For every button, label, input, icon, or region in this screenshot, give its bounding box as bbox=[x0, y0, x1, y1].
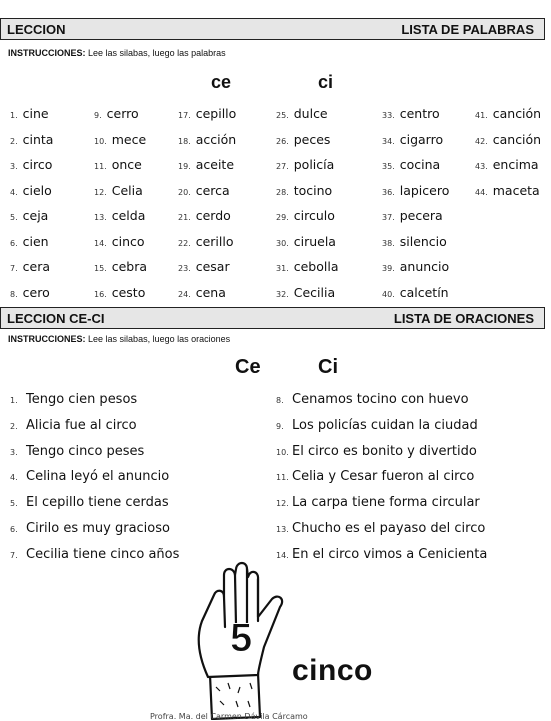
word-number: 27. bbox=[276, 162, 289, 171]
instructions-text: Lee las silabas, luego las palabras bbox=[88, 48, 226, 58]
word-number: 29. bbox=[276, 213, 289, 222]
section-header-words bbox=[0, 18, 545, 40]
word-text: cesto bbox=[111, 284, 146, 300]
sentence-text: Cecilia tiene cinco años bbox=[26, 546, 180, 562]
word-number: 41. bbox=[475, 111, 488, 120]
syllable-heading-ce-cap: Ce bbox=[235, 356, 261, 378]
word-text: silencio bbox=[399, 233, 447, 249]
sentence-item bbox=[276, 418, 478, 433]
word-item bbox=[178, 157, 234, 172]
sentence-text: Chucho es el payaso del circo bbox=[292, 521, 486, 536]
word-item bbox=[94, 157, 142, 172]
sentence-number: 8. bbox=[276, 396, 284, 405]
word-number: 24. bbox=[178, 289, 191, 299]
sentence-number: 6. bbox=[10, 525, 18, 534]
word-text: lapicero bbox=[399, 182, 450, 198]
sentence-text: Tengo cinco peses bbox=[26, 443, 145, 459]
number-word-cinco: cinco bbox=[292, 654, 373, 687]
word-item bbox=[10, 259, 50, 274]
sentence-number: 2. bbox=[10, 421, 18, 431]
word-text: cielo bbox=[22, 182, 52, 198]
sentence-item bbox=[276, 392, 469, 407]
word-text: canción bbox=[492, 106, 542, 121]
instructions-text: Lee las silabas, luego las oraciones bbox=[88, 334, 231, 344]
word-item bbox=[276, 132, 330, 147]
word-item bbox=[475, 132, 541, 147]
word-number: 38. bbox=[382, 238, 395, 248]
word-item bbox=[475, 106, 541, 121]
sentence-item bbox=[10, 469, 169, 484]
word-text: cigarro bbox=[399, 131, 444, 147]
word-text: celda bbox=[111, 208, 146, 223]
word-number: 15. bbox=[94, 264, 107, 273]
word-item bbox=[382, 285, 449, 300]
word-text: aceite bbox=[195, 157, 235, 172]
word-number: 13. bbox=[94, 213, 107, 222]
word-text: circo bbox=[22, 157, 53, 172]
instructions-sentences bbox=[8, 334, 230, 344]
word-item bbox=[178, 183, 230, 198]
sentence-number: 12. bbox=[276, 499, 289, 509]
lesson-label: LECCION bbox=[7, 22, 66, 37]
sentence-item bbox=[276, 495, 480, 510]
word-item bbox=[276, 183, 332, 198]
word-text: cero bbox=[22, 284, 50, 300]
word-item bbox=[475, 183, 540, 198]
word-number: 43. bbox=[475, 162, 488, 171]
word-text: cera bbox=[22, 259, 51, 274]
word-number: 1. bbox=[10, 111, 18, 120]
word-text: cerro bbox=[106, 106, 139, 121]
word-number: 23. bbox=[178, 264, 191, 273]
word-text: policía bbox=[293, 157, 335, 172]
word-number: 25. bbox=[276, 111, 289, 120]
word-number: 16. bbox=[94, 289, 107, 299]
word-text: cebolla bbox=[293, 259, 339, 274]
word-item bbox=[276, 285, 335, 300]
sentence-number: 5. bbox=[10, 499, 18, 509]
word-text: cerca bbox=[195, 182, 230, 198]
sentence-item bbox=[10, 547, 179, 562]
instructions-label: INSTRUCCIONES: bbox=[8, 334, 86, 344]
sentence-text: Cirilo es muy gracioso bbox=[26, 521, 170, 536]
sentence-text: En el circo vimos a Cenicienta bbox=[292, 546, 488, 562]
sentence-item bbox=[10, 495, 169, 510]
word-number: 40. bbox=[382, 289, 395, 299]
word-number: 30. bbox=[276, 238, 289, 248]
word-text: anuncio bbox=[399, 259, 450, 274]
word-number: 19. bbox=[178, 162, 191, 171]
word-text: maceta bbox=[492, 182, 540, 198]
word-item bbox=[382, 106, 440, 121]
sentence-item bbox=[10, 444, 144, 459]
sentence-number: 13. bbox=[276, 525, 289, 534]
syllable-heading-ce: ce bbox=[211, 72, 232, 92]
sentence-text: Cenamos tocino con huevo bbox=[292, 392, 469, 407]
word-item bbox=[10, 208, 48, 223]
word-item bbox=[10, 132, 53, 147]
word-item bbox=[382, 132, 443, 147]
instructions-words bbox=[8, 48, 226, 58]
word-number: 12. bbox=[94, 187, 107, 197]
word-number: 35. bbox=[382, 162, 395, 171]
sentence-number: 11. bbox=[276, 473, 289, 483]
word-number: 26. bbox=[276, 136, 289, 146]
sentence-item bbox=[10, 392, 137, 407]
word-item bbox=[382, 157, 440, 172]
word-number: 33. bbox=[382, 111, 395, 120]
sentence-number: 1. bbox=[10, 396, 18, 405]
sentence-item bbox=[276, 547, 487, 562]
word-item bbox=[276, 157, 334, 172]
word-item bbox=[94, 208, 145, 223]
word-list-title: LISTA DE PALABRAS bbox=[401, 22, 534, 37]
word-number: 37. bbox=[382, 213, 395, 222]
word-text: calcetín bbox=[399, 284, 449, 300]
sentence-item bbox=[10, 521, 170, 536]
sentence-number: 4. bbox=[10, 473, 18, 483]
sentence-item bbox=[276, 521, 485, 536]
word-item bbox=[382, 234, 447, 249]
word-text: cine bbox=[22, 106, 49, 121]
word-number: 10. bbox=[94, 136, 107, 146]
sentence-text: El circo es bonito y divertido bbox=[292, 443, 477, 459]
word-number: 17. bbox=[178, 111, 191, 120]
word-item bbox=[94, 259, 147, 274]
word-item bbox=[94, 285, 145, 300]
word-number: 44. bbox=[475, 187, 488, 197]
word-number: 8. bbox=[10, 289, 18, 299]
word-text: Cecilia bbox=[293, 284, 336, 300]
word-item bbox=[94, 183, 143, 198]
hand-five-icon bbox=[180, 555, 290, 720]
word-item bbox=[10, 106, 49, 121]
word-text: centro bbox=[399, 106, 440, 121]
sentence-number: 9. bbox=[276, 421, 284, 431]
sentence-number: 7. bbox=[10, 550, 18, 560]
sentence-text: Celia y Cesar fueron al circo bbox=[292, 469, 475, 485]
author-credit: Profra. Ma. del Carmen Dávila Cárcamo bbox=[150, 712, 308, 721]
word-item bbox=[94, 106, 139, 121]
word-text: cerdo bbox=[195, 208, 231, 223]
lesson-label-ce-ci: LECCION CE-CI bbox=[7, 311, 105, 326]
word-number: 31. bbox=[276, 264, 289, 273]
sentence-number: 14. bbox=[276, 550, 289, 560]
word-item bbox=[178, 234, 234, 249]
sentence-text: Celina leyó el anuncio bbox=[26, 469, 170, 485]
sentence-list-title: LISTA DE ORACIONES bbox=[393, 311, 534, 326]
word-number: 32. bbox=[276, 289, 289, 299]
word-number: 6. bbox=[10, 238, 18, 248]
word-text: cerillo bbox=[195, 233, 234, 249]
word-number: 20. bbox=[178, 187, 191, 197]
word-item bbox=[178, 285, 226, 300]
word-number: 39. bbox=[382, 264, 395, 273]
word-number: 2. bbox=[10, 136, 18, 146]
word-number: 4. bbox=[10, 187, 18, 197]
word-text: cien bbox=[22, 233, 49, 249]
word-item bbox=[10, 183, 52, 198]
sentence-item bbox=[10, 418, 137, 433]
word-item bbox=[276, 208, 335, 223]
sentence-text: Alicia fue al circo bbox=[26, 417, 137, 433]
word-item bbox=[10, 157, 52, 172]
word-text: canción bbox=[492, 131, 542, 147]
word-item bbox=[382, 183, 449, 198]
word-number: 34. bbox=[382, 136, 395, 146]
word-text: mece bbox=[111, 131, 147, 147]
syllable-heading-ci-cap: Ci bbox=[318, 356, 338, 378]
word-number: 5. bbox=[10, 213, 18, 222]
word-item bbox=[178, 208, 231, 223]
word-text: cena bbox=[195, 284, 226, 300]
word-text: tocino bbox=[293, 182, 333, 198]
word-item bbox=[94, 132, 146, 147]
word-number: 42. bbox=[475, 136, 488, 146]
word-item bbox=[178, 259, 230, 274]
word-item bbox=[382, 208, 443, 223]
word-item bbox=[276, 106, 328, 121]
sentence-text: La carpa tiene forma circular bbox=[292, 495, 480, 511]
word-text: cesar bbox=[195, 259, 230, 274]
word-item bbox=[178, 106, 236, 121]
word-text: pecera bbox=[399, 208, 443, 223]
word-text: cepillo bbox=[195, 106, 237, 121]
word-text: encima bbox=[492, 157, 539, 172]
word-number: 14. bbox=[94, 238, 107, 248]
sentence-text: Tengo cien pesos bbox=[26, 392, 138, 407]
word-item bbox=[94, 234, 145, 249]
word-text: cocina bbox=[399, 157, 441, 172]
word-number: 11. bbox=[94, 162, 107, 171]
word-item bbox=[382, 259, 449, 274]
word-text: acción bbox=[195, 131, 237, 147]
sentence-number: 10. bbox=[276, 447, 289, 457]
word-text: dulce bbox=[293, 106, 328, 121]
word-number: 21. bbox=[178, 213, 191, 222]
word-number: 3. bbox=[10, 162, 18, 171]
word-number: 18. bbox=[178, 136, 191, 146]
word-number: 7. bbox=[10, 264, 18, 273]
word-text: ceja bbox=[22, 208, 49, 223]
instructions-label: INSTRUCCIONES: bbox=[8, 48, 86, 58]
syllable-heading-ci: ci bbox=[318, 72, 334, 92]
word-text: ciruela bbox=[293, 233, 336, 249]
word-text: cinco bbox=[111, 233, 145, 249]
word-text: cebra bbox=[111, 259, 148, 274]
word-number: 9. bbox=[94, 111, 102, 120]
word-item bbox=[276, 234, 336, 249]
word-text: cinta bbox=[22, 131, 54, 147]
sentence-text: Los policías cuidan la ciudad bbox=[292, 417, 478, 433]
word-item bbox=[276, 259, 339, 274]
word-number: 22. bbox=[178, 238, 191, 248]
word-item bbox=[10, 234, 49, 249]
word-text: Celia bbox=[111, 182, 143, 198]
sentence-item bbox=[276, 444, 477, 459]
hand-digit: 5 bbox=[230, 616, 253, 660]
word-number: 28. bbox=[276, 187, 289, 197]
word-text: circulo bbox=[293, 208, 335, 223]
word-item bbox=[475, 157, 539, 172]
section-header-sentences bbox=[0, 307, 545, 329]
sentence-number: 3. bbox=[10, 447, 18, 457]
word-number: 36. bbox=[382, 187, 395, 197]
sentence-text: El cepillo tiene cerdas bbox=[26, 495, 169, 511]
word-text: once bbox=[111, 157, 142, 172]
word-text: peces bbox=[293, 131, 331, 147]
word-item bbox=[178, 132, 236, 147]
word-item bbox=[10, 285, 50, 300]
sentence-item bbox=[276, 469, 474, 484]
